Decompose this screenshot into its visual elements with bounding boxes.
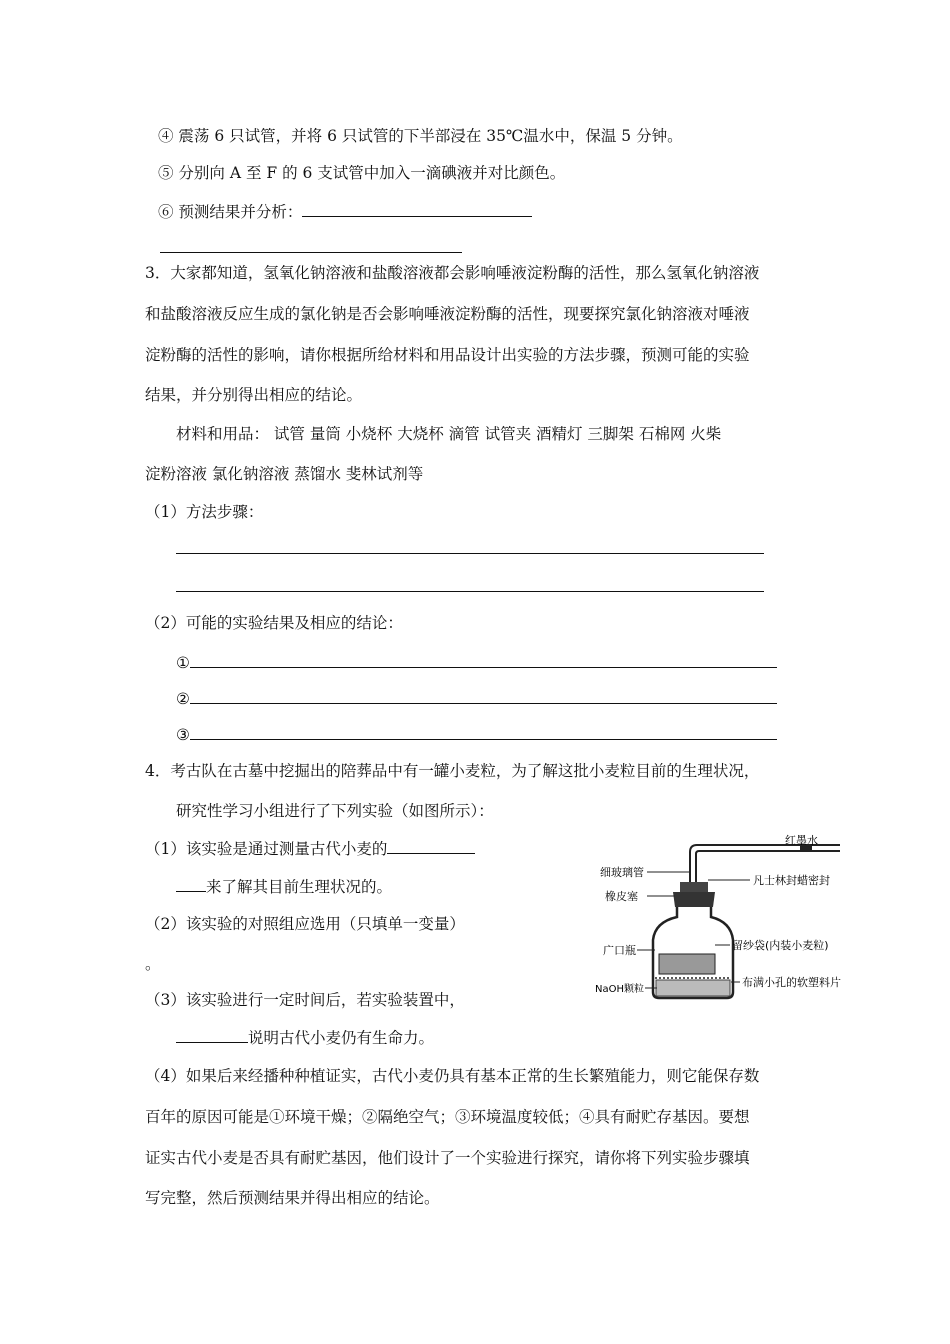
q3-part-2: （2）可能的实验结果及相应的结论： <box>145 614 403 632</box>
q4-blank-3[interactable] <box>176 1027 248 1043</box>
q3-stem-line-4: 结果，并分别得出相应的结论。 <box>145 386 363 404</box>
q4-part-3-cont <box>176 1027 434 1048</box>
step-6 <box>158 201 532 222</box>
result-blank-3[interactable] <box>190 724 777 740</box>
result-mark-2: ② <box>176 690 190 708</box>
q3-step-answer-line-1[interactable] <box>176 553 764 554</box>
answer-blank-continued[interactable] <box>160 252 462 253</box>
q3-stem-line-3: 淀粉酶的活性的影响，请你根据所给材料和用品设计出实验的方法步骤，预测可能的实验 <box>145 346 750 364</box>
naoh-granules <box>656 980 730 996</box>
label-plastic-sheet: 布满小孔的软塑料片 <box>742 976 841 989</box>
q4-part-3-cont-text: 说明古代小麦仍有生命力。 <box>248 1029 435 1047</box>
label-vaseline: 凡士林封蜡密封 <box>753 874 830 887</box>
rubber-stopper <box>673 892 715 907</box>
q4-stem-line-1: 4．考古队在古墓中挖掘出的陪葬品中有一罐小麦粒，为了解这批小麦粒目前的生理状况， <box>145 762 760 780</box>
q4-part-2: （2）该实验的对照组应选用（只填单一变量） <box>145 915 465 933</box>
q4-part-3: （3）该实验进行一定时间后，若实验装置中， <box>145 991 465 1009</box>
q4-part-2-end: 。 <box>145 955 161 973</box>
q3-materials-line-1: 材料和用品： 试管 量筒 小烧杯 大烧杯 滴管 试管夹 酒精灯 三脚架 石棉网 火柴 <box>176 425 722 443</box>
q4-part-1 <box>145 838 475 859</box>
result-blank-2[interactable] <box>190 688 777 704</box>
step-5: ⑤ 分别向 A 至 F 的 6 支试管中加入一滴碘液并对比颜色。 <box>158 164 566 182</box>
q3-materials-line-2: 淀粉溶液 氯化钠溶液 蒸馏水 斐林试剂等 <box>145 465 424 483</box>
q4-part-4-line-3: 证实古代小麦是否具有耐贮基因，他们设计了一个实验进行探究，请你将下列实验步骤填 <box>145 1149 750 1167</box>
q4-blank-1[interactable] <box>387 838 475 854</box>
q4-part-1-cont <box>176 876 392 897</box>
label-gauze-bag: 留纱袋(内装小麦粒) <box>732 939 829 952</box>
result-mark-3: ③ <box>176 726 190 744</box>
result-mark-1: ① <box>176 654 190 672</box>
answer-blank[interactable] <box>302 201 532 217</box>
q3-result-3 <box>176 724 777 745</box>
q3-result-1 <box>176 652 777 673</box>
q4-blank-1-cont[interactable] <box>176 876 206 892</box>
label-red-water: 红墨水 <box>785 834 818 847</box>
apparatus-figure <box>595 832 865 1012</box>
step-6-label: ⑥ 预测结果并分析： <box>158 203 303 221</box>
q4-stem-line-2: 研究性学习小组进行了下列实验（如图所示）： <box>176 802 494 820</box>
q4-part-1-cont-text: 来了解其目前生理状况的。 <box>206 878 393 896</box>
q3-stem-line-1: 3．大家都知道，氢氧化钠溶液和盐酸溶液都会影响唾液淀粉酶的活性，那么氢氧化钠溶液 <box>145 264 760 282</box>
label-capillary: 细玻璃管 <box>600 866 644 879</box>
label-naoh: NaOH颗粒 <box>595 984 644 995</box>
vaseline-seal <box>680 882 708 892</box>
q3-stem-line-2: 和盐酸溶液反应生成的氯化钠是否会影响唾液淀粉酶的活性，现要探究氯化钠溶液对唾液 <box>145 305 750 323</box>
q4-part-1-text: （1）该实验是通过测量古代小麦的 <box>145 840 388 858</box>
q4-part-4-line-1: （4）如果后来经播种种植证实，古代小麦仍具有基本正常的生长繁殖能力，则它能保存数 <box>145 1067 760 1085</box>
gauze-bag <box>659 954 715 974</box>
q3-part-1: （1）方法步骤： <box>145 503 264 521</box>
q4-part-4-line-4: 写完整，然后预测结果并得出相应的结论。 <box>145 1189 440 1207</box>
q4-part-4-line-2: 百年的原因可能是①环境干燥；②隔绝空气；③环境温度较低；④具有耐贮存基因。要想 <box>145 1108 750 1126</box>
label-stopper: 橡皮塞 <box>605 890 638 903</box>
step-4: ④ 震荡 6 只试管，并将 6 只试管的下半部浸在 35℃温水中，保温 5 分钟。 <box>158 127 683 145</box>
result-blank-1[interactable] <box>190 652 777 668</box>
label-bottle: 广口瓶 <box>603 944 636 957</box>
q3-result-2 <box>176 688 777 709</box>
q3-step-answer-line-2[interactable] <box>176 591 764 592</box>
